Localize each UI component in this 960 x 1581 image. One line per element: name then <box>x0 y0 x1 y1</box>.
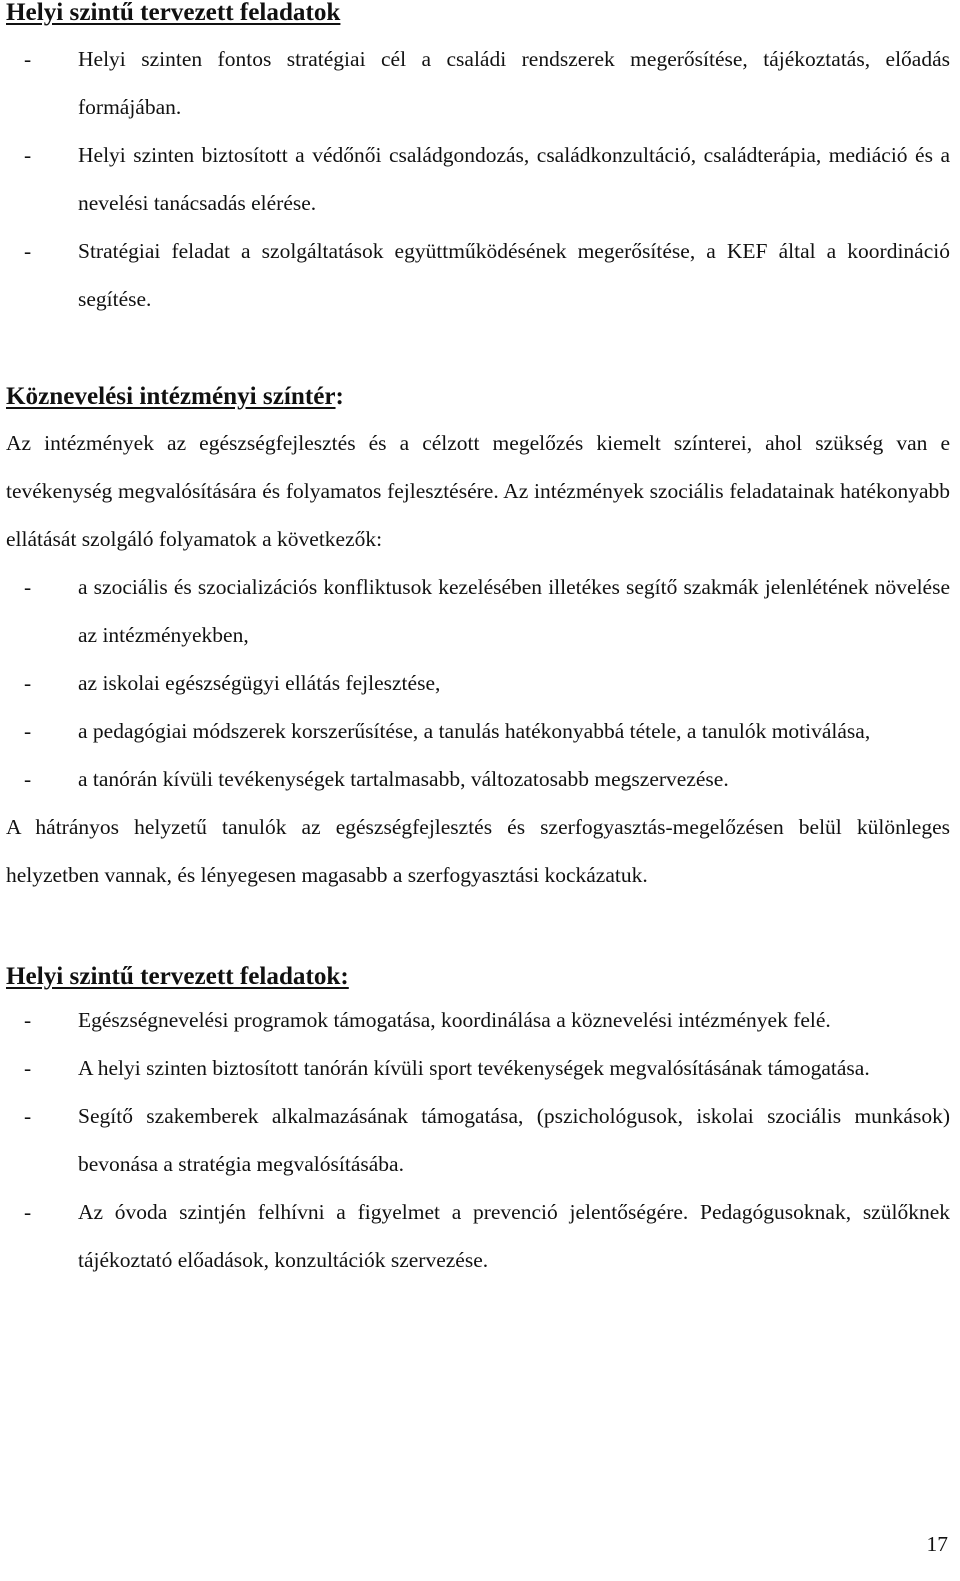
list-item <box>6 707 950 755</box>
list-item-text: Az óvoda szintjén felhívni a figyelmet a prevenció jelentőségére. Pedagógusoknak, szülőknek tájékoztató előadások, konzultációk szervezése. <box>78 1200 950 1272</box>
list-item <box>6 755 950 803</box>
list-marker: - <box>24 1008 32 1032</box>
list-marker: - <box>24 239 32 263</box>
section-heading-colon: : <box>335 383 344 410</box>
list-item-text: Segítő szakemberek alkalmazásának támogatása, (pszichológusok, iskolai szociális munkások) bevonása a stratégia megvalósításába. <box>78 1104 950 1176</box>
list-item <box>6 35 950 131</box>
task-list <box>6 996 950 1284</box>
section-heading <box>6 384 950 410</box>
list-item-text: a tanórán kívüli tevékenységek tartalmasabb, változatosabb megszervezése. <box>78 767 729 791</box>
intro-paragraph: Az intézmények az egészségfejlesztés és a célzott megelőzés kiemelt színterei, ahol szükség van e tevékenység megvalósítására és folyamatos fejlesztésére. Az intézmények szociális feladatainak hatékonyabb ellátását szolgáló folyamatok a következők: <box>6 431 950 551</box>
document-page <box>6 0 950 1284</box>
list-item <box>6 659 950 707</box>
list-item-text: Egészségnevelési programok támogatása, koordinálása a köznevelési intézmények felé. <box>78 1008 831 1032</box>
list-marker: - <box>24 1200 32 1224</box>
section-local-tasks-2 <box>6 964 950 1284</box>
list-item <box>6 996 950 1044</box>
section-heading: Helyi szintű tervezett feladatok: <box>6 963 349 990</box>
list-item-text: az iskolai egészségügyi ellátás fejlesztése, <box>78 671 441 695</box>
section-heading-text: Köznevelési intézményi színtér <box>6 383 336 410</box>
list-marker: - <box>24 1104 32 1128</box>
list-item <box>6 131 950 227</box>
list-item-text: Stratégiai feladat a szolgáltatások együttműködésének megerősítése, a KEF által a koordináció segítése. <box>78 239 950 311</box>
list-item <box>6 563 950 659</box>
task-list <box>6 35 950 323</box>
list-item-text: Helyi szinten biztosított a védőnői családgondozás, családkonzultáció, családterápia, mediáció és a nevelési tanácsadás elérése. <box>78 143 950 215</box>
list-item <box>6 1092 950 1188</box>
list-marker: - <box>24 575 32 599</box>
list-marker: - <box>24 671 32 695</box>
list-item-text: a szociális és szocializációs konfliktusok kezelésében illetékes segítő szakmák jelenlétének növelése az intézményekben, <box>78 575 950 647</box>
list-marker: - <box>24 719 32 743</box>
section-local-tasks <box>6 0 950 323</box>
list-item-text: a pedagógiai módszerek korszerűsítése, a tanulás hatékonyabbá tétele, a tanulók motiválása, <box>78 719 871 743</box>
list-item <box>6 1044 950 1092</box>
list-marker: - <box>24 143 32 167</box>
section-public-education <box>6 384 950 899</box>
page-number: 17 <box>926 1532 948 1556</box>
closing-paragraph: A hátrányos helyzetű tanulók az egészségfejlesztés és szerfogyasztás-megelőzésen belül különleges helyzetben vannak, és lényegesen magasabb a szerfogyasztási kockázatuk. <box>6 815 950 887</box>
list-item <box>6 1188 950 1284</box>
list-marker: - <box>24 1056 32 1080</box>
process-list <box>6 563 950 803</box>
list-marker: - <box>24 767 32 791</box>
list-item <box>6 227 950 323</box>
list-marker: - <box>24 47 32 71</box>
list-item-text: Helyi szinten fontos stratégiai cél a családi rendszerek megerősítése, tájékoztatás, előadás formájában. <box>78 47 950 119</box>
section-heading: Helyi szintű tervezett feladatok <box>6 0 341 26</box>
list-item-text: A helyi szinten biztosított tanórán kívüli sport tevékenységek megvalósításának támogatása. <box>78 1056 870 1080</box>
